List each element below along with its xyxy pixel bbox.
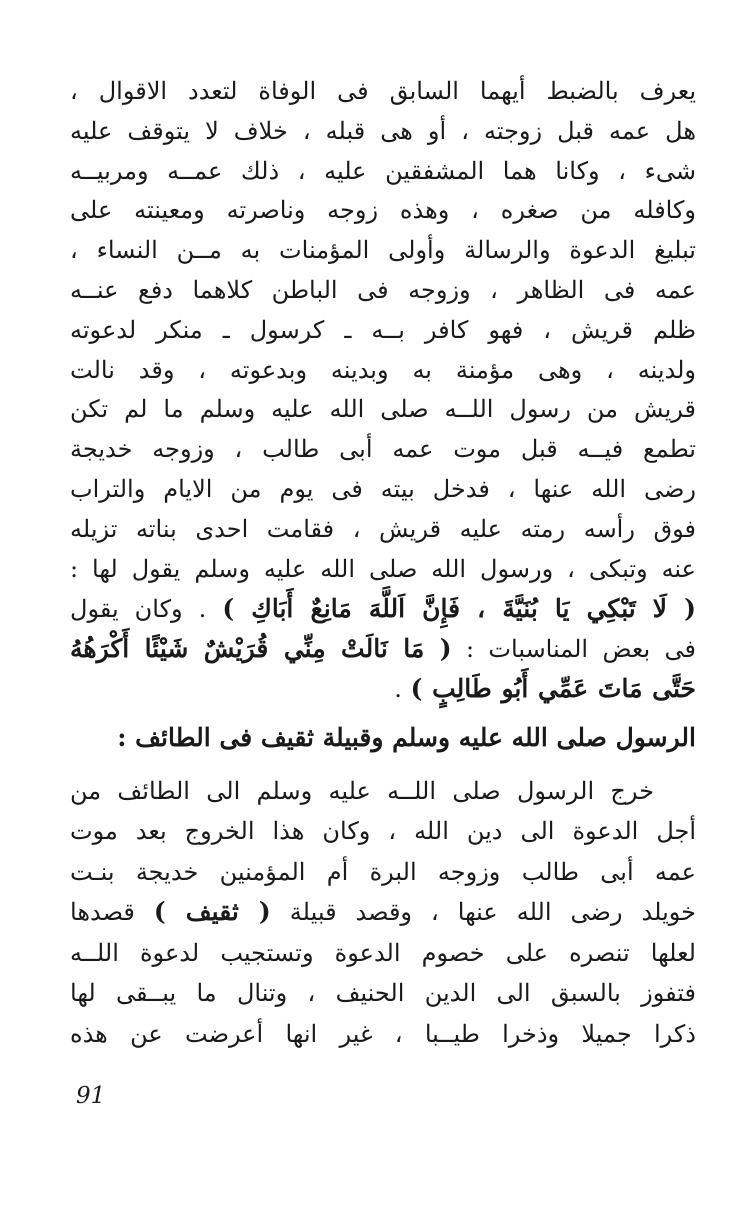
section-heading: الرسول صلى الله عليه وسلم وقبيلة ثقيف فى الطائف : <box>117 722 696 752</box>
paragraph-2 <box>70 771 696 1055</box>
text-line: قريش من رسول اللــه صلى الله عليه وسلم ما لم تكن <box>70 395 696 424</box>
text-line: تطمع فيــه قبل موت عمه أبى طالب ، وزوجه خديجة <box>70 435 696 464</box>
text-line: تبليغ الدعوة والرسالة وأولى المؤمنات به مــن النساء ، <box>70 236 696 265</box>
text-line: عمه فى الظاهر ، وزوجه فى الباطن كلاهما دفع عنــه <box>70 275 696 304</box>
page-number: 91 <box>76 1083 106 1109</box>
text-line: خرج الرسول صلى اللــه عليه وسلم الى الطائف من <box>70 776 654 805</box>
quote-end-period: . <box>394 674 402 703</box>
text-line: ولدينه ، وهى مؤمنة به وبدينه وبدعوته ، وقد نالت <box>70 355 696 384</box>
page-content <box>70 72 696 1054</box>
quote-intro: فى بعض المناسبات : <box>465 635 696 664</box>
hadith-quote-1: ( لَا تَبْكِي يَا بُنَيَّةَ ، فَإِنَّ اَللَّهَ مَانِعٌ أَبَاكِ ) <box>222 594 696 624</box>
text-line: رضى الله عنها ، فدخل بيته فى يوم من الايام والتراب <box>70 474 696 503</box>
quote-line <box>70 589 696 629</box>
text-line: أجل الدعوة الى دين الله ، وكان هذا الخروج بعد موت <box>70 817 696 846</box>
quote-line <box>70 669 696 709</box>
text-line: عنه وتبكى ، ورسول الله صلى الله عليه وسلم يقول لها : <box>70 554 696 583</box>
text-line: ذكرا جميلا وذخرا طيــبا ، غير انها أعرضت عن هذه <box>70 1019 696 1048</box>
text-line: لعلها تنصره على خصوم الدعوة وتستجيب لدعوة اللــه <box>70 938 696 967</box>
hadith-quote-2: ( مَا نَالَتْ مِنِّي قُرَيْشٌ شَيْئًا أَكْرَهُهُ <box>70 634 452 664</box>
text-line: فوق رأسه رمته عليه قريش ، فقامت احدى بناته تزيله <box>70 514 696 543</box>
hadith-quote-2-end: حَتَّى مَاتَ عَمِّي أَبُو طَالِبٍ ) <box>410 673 696 703</box>
text-line: وكافله من صغره ، وهذه زوجه وناصرته ومعينته على <box>70 196 696 225</box>
text-line: يعرف بالضبط أيهما السابق فى الوفاة لتعدد الاقوال ، <box>70 77 696 105</box>
quote-line <box>70 629 696 669</box>
tribe-name: ( ثقيف ) <box>153 897 271 927</box>
paragraph-1 <box>70 72 696 709</box>
quote-tail: . وكان يقول <box>70 595 207 624</box>
text-line: فتفوز بالسبق الى الدين الحنيف ، وتنال ما يبــقى لها <box>70 979 697 1008</box>
text-line <box>70 892 696 933</box>
line-head: خويلد رضى الله عنها ، وقصد قبيلة <box>289 898 696 927</box>
text-line: عمه أبى طالب وزوجه البرة أم المؤمنين خديجة بنـت <box>70 857 696 886</box>
line-tail: قصدها <box>70 898 135 927</box>
text-line: هل عمه قبل زوجته ، أو هى قبله ، خلاف لا يتوقف عليه <box>70 116 696 145</box>
text-line: شىء ، وكانا هما المشفقين عليه ، ذلك عمــه ومربيــه <box>70 156 696 185</box>
text-line: ظلم قريش ، فهو كافر بــه ـ كرسول ـ منكر لدعوته <box>70 315 696 344</box>
